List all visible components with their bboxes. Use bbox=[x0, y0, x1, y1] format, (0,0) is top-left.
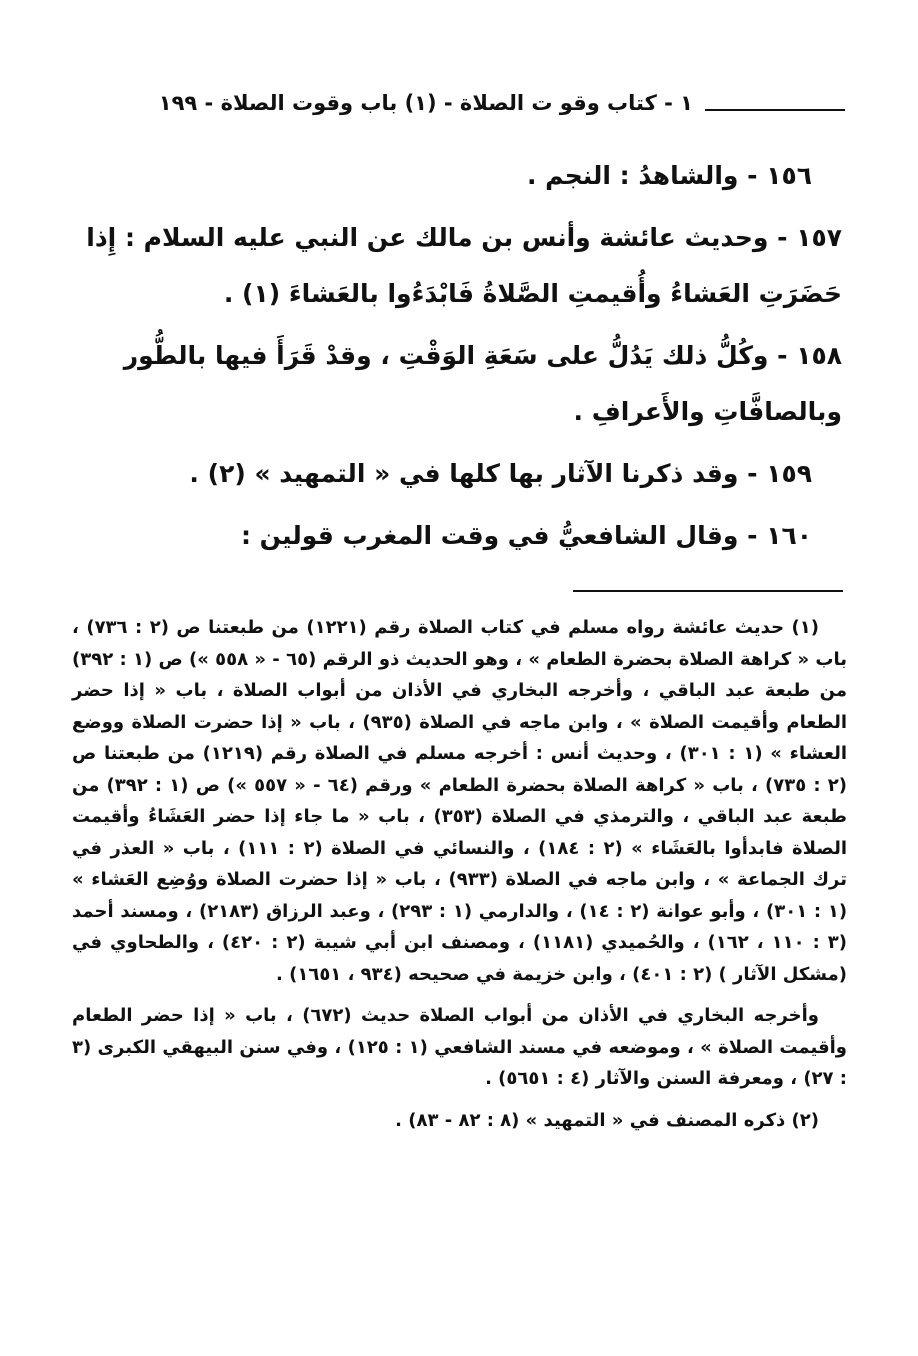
footnote-2: (٢) ذكره المصنف في « التمهيد » (٨ : ٨٢ - ٨٣) . bbox=[395, 1109, 819, 1131]
running-head bbox=[60, 86, 845, 120]
paragraph-160: ١٦٠ - وقال الشافعيُّ في وقت المغرب قولين : bbox=[240, 521, 812, 550]
paragraph-156: ١٥٦ - والشاهدُ : النجم . bbox=[526, 161, 812, 190]
paragraph-159: ١٥٩ - وقد ذكرنا الآثار بها كلها في « التمهيد » (٢) . bbox=[189, 459, 812, 488]
running-head-rule bbox=[705, 109, 845, 111]
running-head-text: ١ - كتاب وقو ت الصلاة - (١) باب وقوت الصلاة - ١٩٩ bbox=[158, 91, 693, 115]
footnote-1-continued: وأخرجه البخاري في الأذان من أبواب الصلاة حديث (٦٧٢) ، باب « إذا حضر الطعام وأقيمت الصلاة » ، وموضعه في مسند الشافعي (١ : ١٢٥) ، وفي سنن البيهقي الكبرى (٣ : ٢٧) ، ومعرفة السنن والآثار (٤ : ٥٦٥١) . bbox=[72, 1005, 847, 1089]
footnote-1: (١) حديث عائشة رواه مسلم في كتاب الصلاة رقم (١٢٢١) من طبعتنا ص (٢ : ٧٣٦) ، باب « كراهة الصلاة بحضرة الطعام » ، وهو الحديث ذو الرقم (٦٥ - « ٥٥٨ ») ص (١ : ٣٩٢) من طبعة عبد الباقي ، وأخرجه البخاري في الأذان من أبواب الصلاة ، باب « إذا حضر الطعام وأقيمت الصلاة » ، وابن ماجه في الصلاة (٩٣٥) ، باب « إذا حضرت الصلاة ووضع العشاء » (١ : ٣٠١) ، وحديث أنس : أخرجه مسلم في الصلاة رقم (١٢١٩) من طبعتنا ص (٢ : ٧٣٥) ، باب « كراهة الصلاة بحضرة الطعام » ورقم (٦٤ - « ٥٥٧ ») ص (١ : ٣٩٢) من طبعة عبد الباقي ، والترمذي في الصلاة (٣٥٣) ، باب « ما جاء إذا حضر العَشَاءُ وأقيمت الصلاة فابدأوا بالعَشَاء » (٢ : ١٨٤) ، والنسائي في الصلاة (٢ : ١١١) ، باب « العذر في ترك الجماعة » ، وابن ماجه في الصلاة (٩٣٣) ، باب « إذا حضرت الصلاة ووُضِع العَشاء » (١ : ٣٠١) ، وأبو عوانة (٢ : ١٤) ، والدارمي (١ : ٢٩٣) ، وعبد الرزاق (٢١٨٣) ، ومسند أحمد (٣ : ١١٠ ، ١٦٢) ، والحُميدي (١١٨١) ، ومصنف ابن أبي شيبة (٢ : ٤٢٠) ، والطحاوي في (مشكل الآثار ) (٢ : ٤٠١) ، وابن خزيمة في صحيحه (٩٣٤ ، ١٦٥١) . bbox=[72, 617, 848, 985]
paragraph-157: ١٥٧ - وحديث عائشة وأنس بن مالك عن النبي عليه السلام : إِذا حَضَرَتِ العَشاءُ وأُقيمتِ الصَّلاةُ فَابْدَءُوا بالعَشاءَ (١) . bbox=[86, 223, 842, 308]
footnote-separator bbox=[573, 590, 843, 592]
main-text bbox=[72, 148, 842, 570]
paragraph-158: ١٥٨ - وكُلُّ ذلك يَدُلُّ على سَعَةِ الوَقْتِ ، وقدْ قَرَأَ فيها بالطُّور وبالصافَّاتِ والأَعرافِ . bbox=[123, 341, 842, 426]
footnotes bbox=[72, 612, 847, 1146]
